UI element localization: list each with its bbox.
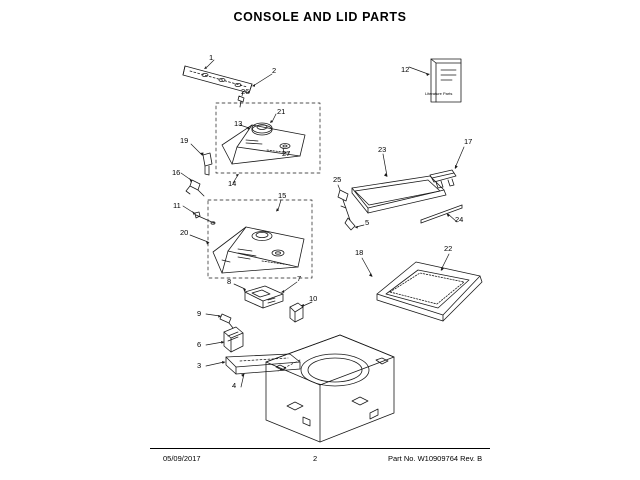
washer-cabinet-outline	[266, 335, 394, 442]
footer-part-info: Part No. W10909764 Rev. B	[388, 454, 483, 463]
callout-2: 2	[272, 66, 277, 75]
part-26-screw	[238, 96, 244, 107]
footer-divider	[150, 448, 490, 449]
part-21-console-assembly	[222, 123, 305, 164]
page-footer	[0, 448, 640, 468]
exploded-parts-diagram	[0, 30, 640, 445]
callout-3: 3	[197, 361, 202, 370]
callout-5: 5	[365, 218, 370, 227]
part-10-bracket	[290, 303, 303, 322]
callout-19: 19	[180, 136, 189, 145]
callout-15: 15	[278, 191, 287, 200]
callout-4: 4	[232, 381, 237, 390]
part-19-bracket	[203, 153, 212, 175]
callout-1: 12	[401, 65, 410, 74]
callout-20: 20	[180, 228, 189, 237]
footer-page-number: 2	[313, 454, 318, 463]
callout-14: 14	[228, 179, 237, 188]
callout-10: 10	[309, 294, 318, 303]
footer-date: 05/09/2017	[163, 454, 201, 463]
part-7-lid-lock	[245, 286, 283, 308]
page-title: CONSOLE AND LID PARTS	[233, 10, 407, 24]
part-6-latch-bracket	[224, 327, 243, 352]
part-11-pin	[195, 212, 215, 224]
callout-13: 13	[234, 119, 243, 128]
callout-9: 9	[197, 309, 202, 318]
part-25-strike	[338, 190, 355, 230]
callout-7: 7	[297, 274, 302, 283]
part-9-screw	[220, 314, 233, 328]
callout-25: 25	[333, 175, 342, 184]
callout-27: 27	[282, 149, 291, 158]
callout-26: 26	[241, 87, 250, 96]
callout-8: 8	[227, 277, 232, 286]
callout-17: 17	[464, 137, 473, 146]
part-16-clip	[186, 180, 204, 196]
callout-18: 18	[355, 248, 364, 257]
literature-pack-label: Literature Parts	[425, 91, 453, 96]
diagram-svg	[0, 30, 640, 445]
callout-24: 24	[455, 215, 464, 224]
callout-11: 11	[173, 201, 181, 210]
callout-22: 22	[444, 244, 453, 253]
part-23-lid	[352, 176, 446, 213]
callout-23: 23	[378, 145, 387, 154]
callout-16: 16	[172, 168, 181, 177]
part-15-console-panel	[213, 227, 304, 273]
part-3-support-rail	[226, 354, 300, 374]
callout-6: 6	[197, 340, 202, 349]
callout-12: 1	[209, 53, 214, 62]
part-22-top-frame	[377, 262, 482, 321]
callout-21: 21	[277, 107, 286, 116]
